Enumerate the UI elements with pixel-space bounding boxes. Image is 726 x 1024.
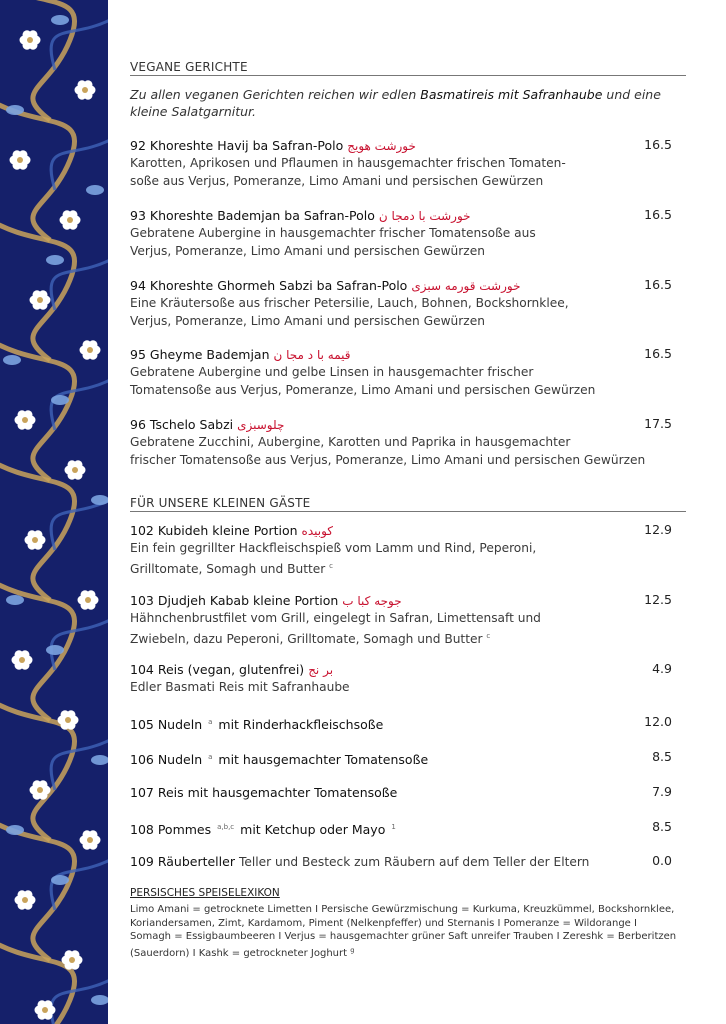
flower-center — [42, 1007, 48, 1013]
allergen-note: a,b,c — [217, 823, 235, 831]
flower-center — [65, 717, 71, 723]
flower-center — [17, 157, 23, 163]
item-price: 4.9 — [652, 661, 672, 676]
additive-note: 1 — [391, 823, 396, 831]
item-price: 8.5 — [652, 819, 672, 834]
allergen-note: c — [486, 631, 491, 640]
item-title: 102 Kubideh kleine Portion — [130, 523, 298, 538]
item-description: Tomatensoße aus Verjus, Pomeranze, Limo Amani und persischen Gewürzen — [130, 382, 596, 397]
allergen-note: c — [329, 561, 334, 570]
item-title: 108 Pommes — [130, 822, 212, 837]
section-heading-vegan: VEGANE GERICHTE — [130, 60, 686, 76]
item-price: 7.9 — [652, 784, 672, 799]
menu-item-103 — [130, 592, 670, 648]
menu-item-96 — [130, 416, 670, 469]
item-description: Ein fein gegrillter Hackfleischspieß vom Lamm und Rind, Peperoni, — [130, 541, 537, 555]
item-price: 12.0 — [644, 714, 672, 729]
leaf-bud — [46, 255, 64, 265]
allergen-note: a — [208, 718, 213, 726]
item-price: 16.5 — [644, 277, 672, 292]
flower-center — [67, 217, 73, 223]
flower-center — [87, 347, 93, 353]
item-price: 0.0 — [652, 853, 672, 868]
item-price: 16.5 — [644, 346, 672, 361]
lexicon-line: (Sauerdorn) I Kashk = getrockneter Joghurt — [130, 947, 348, 959]
item-description: Eine Kräutersoße aus frischer Petersilie, Lauch, Bohnen, Bockshornklee, — [130, 296, 569, 310]
menu-item-93 — [130, 207, 670, 260]
item-title: 96 Tschelo Sabzi — [130, 417, 234, 432]
flower-center — [37, 297, 43, 303]
section-heading-kids: FÜR UNSERE KLEINEN GÄSTE — [130, 496, 686, 512]
vine-scroll — [0, 460, 75, 600]
item-title: 103 Djudjeh Kabab kleine Portion — [130, 593, 339, 608]
item-arabic-name: چلوسبزی — [237, 418, 285, 432]
menu-item-105 — [130, 714, 670, 733]
item-price: 8.5 — [652, 749, 672, 764]
leaf-bud — [6, 825, 24, 835]
vegan-intro — [130, 86, 670, 120]
leaf-bud — [51, 15, 69, 25]
item-arabic-name: کوبیده — [301, 524, 334, 538]
leaf-bud — [46, 645, 64, 655]
vine-scroll — [0, 820, 75, 960]
lexicon-line: Koriandersamen, Zimt, Kardamom, Piment (Nelkenpfeffer) und Sternanis I Pomeranze = Wildorange I — [130, 917, 637, 929]
flower-center — [69, 957, 75, 963]
item-description: Gebratene Aubergine und gelbe Linsen in hausgemachter frischer — [130, 365, 534, 379]
flower-center — [27, 37, 33, 43]
leaf-bud — [91, 755, 108, 765]
item-price: 16.5 — [644, 137, 672, 152]
menu-item-94 — [130, 277, 670, 330]
lexicon-line: Somagh = Essigbaumbeeren I Verjus = hausgemachter grüner Saft unreifer Trauben I Zereshk = Berberitzen — [130, 931, 677, 943]
item-price: 12.5 — [644, 592, 672, 607]
menu-item-108 — [130, 819, 670, 838]
item-title-detail: mit hausgemachter Tomatensoße — [218, 752, 429, 767]
item-arabic-name: قیمه با د مجا ن — [273, 348, 351, 362]
item-title: 107 Reis mit hausgemachter Tomatensoße — [130, 785, 398, 800]
flower-center — [32, 537, 38, 543]
menu-item-109 — [130, 853, 670, 871]
item-description: Edler Basmati Reis mit Safranhaube — [130, 680, 350, 694]
menu-item-102 — [130, 522, 670, 578]
item-description: soße aus Verjus, Pomeranze, Limo Amani und persischen Gewürzen — [130, 173, 544, 188]
item-title: 104 Reis (vegan, glutenfrei) — [130, 662, 305, 677]
item-arabic-name: بر نج — [308, 663, 334, 677]
leaf-bud — [6, 595, 24, 605]
intro-highlight: Basmatireis mit Safranhaube — [420, 87, 603, 102]
item-arabic-name: خورشت قورمه سبزی — [411, 279, 521, 293]
allergen-note: a — [208, 753, 213, 761]
item-arabic-name: جوجه کبا ب — [342, 594, 402, 608]
item-description: Gebratene Zucchini, Aubergine, Karotten und Paprika in hausgemachter — [130, 435, 571, 449]
flower-center — [22, 417, 28, 423]
item-title: 109 Räuberteller — [130, 854, 235, 869]
item-description: Verjus, Pomeranze, Limo Amani und persischen Gewürzen — [130, 243, 485, 258]
leaf-bud — [51, 395, 69, 405]
lexicon-text — [130, 903, 690, 960]
lexicon-line: Limo Amani = getrocknete Limetten I Persische Gewürzmischung = Kurkuma, Kreuzkümmel, Bockshornklee, — [130, 904, 675, 915]
item-description: Zwiebeln, dazu Peperoni, Grilltomate, Somagh und Butter — [130, 631, 483, 646]
menu-item-106 — [130, 749, 670, 768]
item-description: Karotten, Aprikosen und Pflaumen in hausgemachter frischen Tomaten- — [130, 156, 566, 170]
flower-center — [87, 837, 93, 843]
leaf-bud — [91, 495, 108, 505]
flower-center — [22, 897, 28, 903]
item-title: 93 Khoreshte Bademjan ba Safran-Polo — [130, 208, 375, 223]
intro-text: Zu allen veganen Gerichten reichen wir edlen — [130, 87, 421, 102]
item-description: frischer Tomatensoße aus Verjus, Pomeranze, Limo Amani und persischen Gewürzen — [130, 452, 646, 467]
item-description: Gebratene Aubergine in hausgemachter frischer Tomatensoße aus — [130, 226, 536, 240]
menu-item-95 — [130, 346, 670, 399]
leaf-bud — [6, 105, 24, 115]
leaf-bud — [3, 355, 21, 365]
item-title-detail: mit Ketchup oder Mayo — [240, 822, 386, 837]
item-price: 17.5 — [644, 416, 672, 431]
item-title: 106 Nudeln — [130, 752, 203, 767]
item-title: 95 Gheyme Bademjan — [130, 347, 270, 362]
leaf-bud — [91, 995, 108, 1005]
item-arabic-name: خورشت هویج — [347, 139, 416, 153]
item-description: Verjus, Pomeranze, Limo Amani und persischen Gewürzen — [130, 313, 485, 328]
item-title: 94 Khoreshte Ghormeh Sabzi ba Safran-Polo — [130, 278, 408, 293]
item-title: 105 Nudeln — [130, 717, 203, 732]
item-price: 12.9 — [644, 522, 672, 537]
allergen-note: g — [350, 945, 355, 954]
flower-center — [72, 467, 78, 473]
flower-center — [82, 87, 88, 93]
item-description: Grilltomate, Somagh und Butter — [130, 561, 326, 576]
leaf-bud — [51, 875, 69, 885]
flower-center — [19, 657, 25, 663]
item-price: 16.5 — [644, 207, 672, 222]
intro-text-end: und eine kleine Salatgarnitur. — [130, 87, 661, 119]
leaf-bud — [86, 185, 104, 195]
floral-pattern — [0, 0, 108, 1024]
item-arabic-name: خورشت با دمجا ن — [378, 209, 471, 223]
item-title: 92 Khoreshte Havij ba Safran-Polo — [130, 138, 344, 153]
item-title-detail: Teller und Besteck zum Räubern auf dem Teller der Eltern — [238, 855, 590, 869]
menu-item-92 — [130, 137, 670, 190]
menu-item-104 — [130, 661, 670, 697]
menu-item-107 — [130, 784, 670, 801]
vine-scroll — [0, 220, 75, 360]
item-description: Hähnchenbrustfilet vom Grill, eingelegt in Safran, Limettensaft und — [130, 611, 541, 625]
floral-border — [0, 0, 108, 1024]
flower-center — [37, 787, 43, 793]
flower-center — [85, 597, 91, 603]
item-title-detail: mit Rinderhackfleischsoße — [218, 717, 384, 732]
lexicon-heading: PERSISCHES SPEISELEXIKON — [130, 887, 280, 899]
